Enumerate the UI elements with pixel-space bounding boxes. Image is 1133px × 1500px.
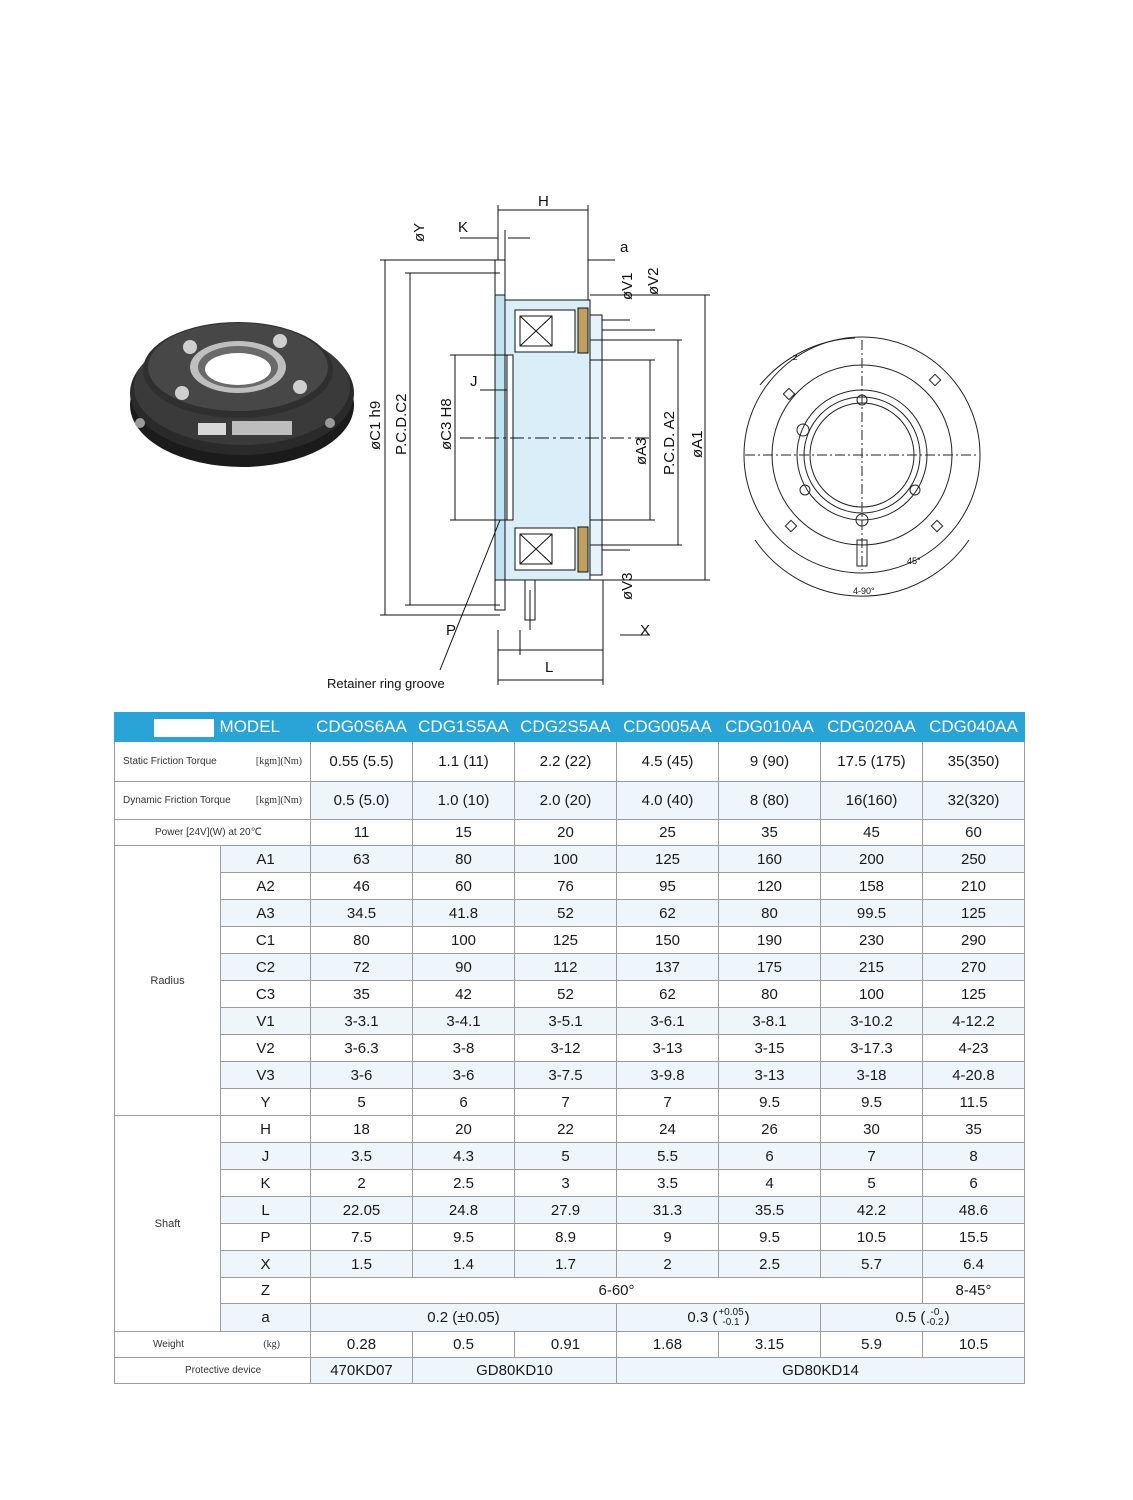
table-cell: 3-6 bbox=[413, 1062, 515, 1089]
table-cell: 8.9 bbox=[515, 1224, 617, 1251]
table-cell: 22 bbox=[515, 1116, 617, 1143]
table-cell: 470KD07 bbox=[311, 1358, 413, 1384]
table-cell: 31.3 bbox=[617, 1197, 719, 1224]
table-cell: 120 bbox=[719, 873, 821, 900]
group-label: Radius bbox=[115, 846, 221, 1116]
table-cell: 63 bbox=[311, 846, 413, 873]
table-cell: 90 bbox=[413, 954, 515, 981]
table-cell: 7 bbox=[515, 1089, 617, 1116]
model-name: CDG020AA bbox=[821, 713, 923, 742]
table-cell: 125 bbox=[515, 927, 617, 954]
header-blank-box bbox=[154, 719, 214, 737]
table-cell: 17.5 (175) bbox=[821, 742, 923, 782]
table-cell: 2.2 (22) bbox=[515, 742, 617, 782]
face-z-label: z bbox=[793, 352, 798, 362]
table-row bbox=[115, 1251, 1025, 1278]
table-cell: 100 bbox=[413, 927, 515, 954]
table-cell: 34.5 bbox=[311, 900, 413, 927]
protective-row bbox=[115, 1358, 1025, 1384]
table-cell: 1.7 bbox=[515, 1251, 617, 1278]
table-cell: 62 bbox=[617, 900, 719, 927]
table-row bbox=[115, 1035, 1025, 1062]
table-cell: 125 bbox=[923, 981, 1025, 1008]
table-cell: 4.3 bbox=[413, 1143, 515, 1170]
table-cell: 2.5 bbox=[413, 1170, 515, 1197]
table-cell: 0.2 (±0.05) bbox=[311, 1304, 617, 1332]
weight-label bbox=[115, 1332, 311, 1358]
table-cell: 0.91 bbox=[515, 1332, 617, 1358]
row-key: L bbox=[221, 1197, 311, 1224]
shaft-group bbox=[115, 1116, 1025, 1332]
table-cell: 8 (80) bbox=[719, 782, 821, 820]
table-cell: 6 bbox=[923, 1170, 1025, 1197]
table-cell: 210 bbox=[923, 873, 1025, 900]
dim-x-label: X bbox=[640, 622, 651, 639]
table-cell: 46 bbox=[311, 873, 413, 900]
model-name: CDG1S5AA bbox=[413, 713, 515, 742]
dynamic-torque-text: Dynamic Friction Torque bbox=[123, 795, 231, 806]
table-cell: 8-45° bbox=[923, 1278, 1025, 1304]
table-cell: 3-4.1 bbox=[413, 1008, 515, 1035]
table-cell: 9.5 bbox=[821, 1089, 923, 1116]
tolerance-lower: -0.1 bbox=[722, 1316, 740, 1328]
row-key: A1 bbox=[221, 846, 311, 873]
row-key: C2 bbox=[221, 954, 311, 981]
tolerance-base: 0.5 ( bbox=[895, 1308, 926, 1326]
table-cell: 200 bbox=[821, 846, 923, 873]
table-cell: 42 bbox=[413, 981, 515, 1008]
table-cell: 1.68 bbox=[617, 1332, 719, 1358]
table-cell: 35 bbox=[923, 1116, 1025, 1143]
table-cell: 24.8 bbox=[413, 1197, 515, 1224]
table-cell: 150 bbox=[617, 927, 719, 954]
model-name: CDG005AA bbox=[617, 713, 719, 742]
table-cell: 3.15 bbox=[719, 1332, 821, 1358]
table-cell: 3-6.1 bbox=[617, 1008, 719, 1035]
table-cell: 22.05 bbox=[311, 1197, 413, 1224]
row-key: K bbox=[221, 1170, 311, 1197]
table-cell: 48.6 bbox=[923, 1197, 1025, 1224]
table-cell: 5.7 bbox=[821, 1251, 923, 1278]
figure-area bbox=[0, 0, 1133, 705]
table-cell: 80 bbox=[311, 927, 413, 954]
model-name: CDG040AA bbox=[923, 713, 1025, 742]
table-cell: 20 bbox=[515, 820, 617, 846]
row-key: a bbox=[221, 1304, 311, 1332]
table-cell: 3-17.3 bbox=[821, 1035, 923, 1062]
model-name: CDG2S5AA bbox=[515, 713, 617, 742]
table-cell: 112 bbox=[515, 954, 617, 981]
table-cell: 80 bbox=[719, 981, 821, 1008]
dim-p-label: P bbox=[446, 622, 457, 639]
table-cell: 45 bbox=[821, 820, 923, 846]
table-cell: 5 bbox=[311, 1089, 413, 1116]
row-key: C3 bbox=[221, 981, 311, 1008]
table-row bbox=[115, 1089, 1025, 1116]
table-cell: 1.0 (10) bbox=[413, 782, 515, 820]
row-key: V2 bbox=[221, 1035, 311, 1062]
table-cell: 230 bbox=[821, 927, 923, 954]
tolerance-upper: -0 bbox=[930, 1306, 940, 1318]
table-cell: 215 bbox=[821, 954, 923, 981]
weight-text: Weight bbox=[153, 1339, 184, 1350]
table-cell: 9 (90) bbox=[719, 742, 821, 782]
tolerance-base: 0.3 ( bbox=[687, 1308, 718, 1326]
table-cell: 4-12.2 bbox=[923, 1008, 1025, 1035]
table-cell: 3.5 bbox=[311, 1143, 413, 1170]
table-cell: 4.0 (40) bbox=[617, 782, 719, 820]
dim-a2-label: P.C.D. A2 bbox=[661, 411, 678, 475]
table-cell: 3-15 bbox=[719, 1035, 821, 1062]
table-cell: 7 bbox=[821, 1143, 923, 1170]
table-cell: 20 bbox=[413, 1116, 515, 1143]
table-cell: 0.28 bbox=[311, 1332, 413, 1358]
table-cell: 9.5 bbox=[719, 1224, 821, 1251]
table-cell: 25 bbox=[617, 820, 719, 846]
table-cell: 5 bbox=[515, 1143, 617, 1170]
table-cell: 3-3.1 bbox=[311, 1008, 413, 1035]
table-cell: 6.4 bbox=[923, 1251, 1025, 1278]
table-cell: 4.5 (45) bbox=[617, 742, 719, 782]
model-name: CDG010AA bbox=[719, 713, 821, 742]
dim-a-label: a bbox=[620, 239, 629, 256]
dim-v2-label: øV2 bbox=[645, 267, 662, 295]
table-cell: 8 bbox=[923, 1143, 1025, 1170]
table-cell: 3-8 bbox=[413, 1035, 515, 1062]
table-cell: 15 bbox=[413, 820, 515, 846]
table-cell: 125 bbox=[617, 846, 719, 873]
table-cell: 3-7.5 bbox=[515, 1062, 617, 1089]
table-cell: 10.5 bbox=[821, 1224, 923, 1251]
table-row bbox=[115, 873, 1025, 900]
spec-table bbox=[114, 712, 1025, 1384]
table-cell: 3-9.8 bbox=[617, 1062, 719, 1089]
table-cell: 76 bbox=[515, 873, 617, 900]
table-cell: 1.1 (11) bbox=[413, 742, 515, 782]
table-cell bbox=[617, 1304, 821, 1332]
table-cell: 1.5 bbox=[311, 1251, 413, 1278]
table-cell: 52 bbox=[515, 900, 617, 927]
dynamic-torque-label bbox=[115, 782, 311, 820]
row-key: P bbox=[221, 1224, 311, 1251]
table-cell: 18 bbox=[311, 1116, 413, 1143]
table-cell: 3 bbox=[515, 1170, 617, 1197]
table-cell: 137 bbox=[617, 954, 719, 981]
table-cell: 35.5 bbox=[719, 1197, 821, 1224]
table-row bbox=[115, 1062, 1025, 1089]
table-row bbox=[115, 1008, 1025, 1035]
table-cell: 5.5 bbox=[617, 1143, 719, 1170]
table-cell: 290 bbox=[923, 927, 1025, 954]
model-header-row bbox=[115, 713, 1025, 742]
table-cell: 11.5 bbox=[923, 1089, 1025, 1116]
static-torque-row bbox=[115, 742, 1025, 782]
table-cell: 60 bbox=[413, 873, 515, 900]
table-cell: 95 bbox=[617, 873, 719, 900]
table-cell: 35 bbox=[311, 981, 413, 1008]
table-cell: 60 bbox=[923, 820, 1025, 846]
table-cell: 11 bbox=[311, 820, 413, 846]
weight-row bbox=[115, 1332, 1025, 1358]
table-cell: 2.5 bbox=[719, 1251, 821, 1278]
table-cell: 0.55 (5.5) bbox=[311, 742, 413, 782]
tolerance-fraction bbox=[926, 1308, 943, 1328]
table-cell: 30 bbox=[821, 1116, 923, 1143]
table-cell: 3-8.1 bbox=[719, 1008, 821, 1035]
table-cell: 6-60° bbox=[311, 1278, 923, 1304]
table-row bbox=[115, 954, 1025, 981]
tolerance-fraction bbox=[718, 1308, 743, 1328]
table-row bbox=[115, 981, 1025, 1008]
face-angle90-label: 4-90° bbox=[853, 586, 875, 596]
row-key: J bbox=[221, 1143, 311, 1170]
row-key: Z bbox=[221, 1278, 311, 1304]
table-row bbox=[115, 927, 1025, 954]
table-row bbox=[115, 1197, 1025, 1224]
table-cell: 80 bbox=[719, 900, 821, 927]
table-cell: 3-6 bbox=[311, 1062, 413, 1089]
row-key: A2 bbox=[221, 873, 311, 900]
table-cell: 5 bbox=[821, 1170, 923, 1197]
dim-j-label: J bbox=[470, 373, 478, 390]
model-header bbox=[115, 713, 311, 742]
table-cell: 125 bbox=[923, 900, 1025, 927]
table-cell: 1.4 bbox=[413, 1251, 515, 1278]
dim-y-label: øY bbox=[411, 222, 428, 242]
table-cell: 7.5 bbox=[311, 1224, 413, 1251]
table-cell: 52 bbox=[515, 981, 617, 1008]
row-key: X bbox=[221, 1251, 311, 1278]
table-cell: 3-18 bbox=[821, 1062, 923, 1089]
row-key: C1 bbox=[221, 927, 311, 954]
static-torque-label bbox=[115, 742, 311, 782]
dim-c1-label: øC1 h9 bbox=[367, 400, 384, 450]
table-cell: 3-13 bbox=[617, 1035, 719, 1062]
tolerance-lower: -0.2 bbox=[926, 1316, 944, 1328]
table-cell: 3-13 bbox=[719, 1062, 821, 1089]
table-cell: 7 bbox=[617, 1089, 719, 1116]
retainer-ring-groove-label: Retainer ring groove bbox=[327, 676, 445, 691]
table-cell: 9.5 bbox=[719, 1089, 821, 1116]
table-cell: 100 bbox=[821, 981, 923, 1008]
table-cell: 6 bbox=[413, 1089, 515, 1116]
weight-unit: (kg) bbox=[263, 1339, 280, 1350]
row-key: H bbox=[221, 1116, 311, 1143]
table-cell: 0.5 bbox=[413, 1332, 515, 1358]
tolerance-close: ) bbox=[744, 1308, 750, 1326]
table-cell: 15.5 bbox=[923, 1224, 1025, 1251]
table-cell: 158 bbox=[821, 873, 923, 900]
table-cell: 9 bbox=[617, 1224, 719, 1251]
table-cell: 42.2 bbox=[821, 1197, 923, 1224]
table-cell: 2 bbox=[311, 1170, 413, 1197]
table-cell: 4 bbox=[719, 1170, 821, 1197]
row-key: Y bbox=[221, 1089, 311, 1116]
dynamic-torque-unit: [kgm](Nm) bbox=[255, 795, 302, 806]
dim-c2-label: P.C.D.C2 bbox=[393, 393, 410, 455]
table-cell: 2.0 (20) bbox=[515, 782, 617, 820]
tolerance-close: ) bbox=[944, 1308, 950, 1326]
dynamic-torque-row bbox=[115, 782, 1025, 820]
table-cell: GD80KD10 bbox=[413, 1358, 617, 1384]
table-row bbox=[115, 900, 1025, 927]
table-cell: 32(320) bbox=[923, 782, 1025, 820]
table-cell: 5.9 bbox=[821, 1332, 923, 1358]
cross-section-drawing bbox=[320, 190, 740, 700]
table-cell: GD80KD14 bbox=[617, 1358, 1025, 1384]
table-cell: 3-6.3 bbox=[311, 1035, 413, 1062]
table-row bbox=[115, 1170, 1025, 1197]
row-key: V1 bbox=[221, 1008, 311, 1035]
table-cell: 41.8 bbox=[413, 900, 515, 927]
tolerance-upper: +0.05 bbox=[718, 1306, 744, 1318]
table-cell: 175 bbox=[719, 954, 821, 981]
table-cell: 99.5 bbox=[821, 900, 923, 927]
table-row bbox=[115, 846, 1025, 873]
table-row bbox=[115, 1143, 1025, 1170]
dim-l-label: L bbox=[545, 659, 554, 676]
table-cell: 250 bbox=[923, 846, 1025, 873]
table-cell: 9.5 bbox=[413, 1224, 515, 1251]
table-cell: 3-10.2 bbox=[821, 1008, 923, 1035]
table-cell: 4-23 bbox=[923, 1035, 1025, 1062]
face-view-drawing bbox=[735, 330, 995, 610]
power-label: Power [24V](W) at 20℃ bbox=[115, 820, 311, 846]
table-cell bbox=[821, 1304, 1025, 1332]
table-cell: 190 bbox=[719, 927, 821, 954]
dim-c3-label: øC3 H8 bbox=[438, 398, 455, 450]
table-row bbox=[115, 1116, 1025, 1143]
a-row bbox=[115, 1304, 1025, 1332]
table-cell: 3-12 bbox=[515, 1035, 617, 1062]
table-cell: 270 bbox=[923, 954, 1025, 981]
table-cell: 16(160) bbox=[821, 782, 923, 820]
table-cell: 6 bbox=[719, 1143, 821, 1170]
row-key: V3 bbox=[221, 1062, 311, 1089]
table-cell: 24 bbox=[617, 1116, 719, 1143]
dim-a1-label: øA1 bbox=[689, 430, 706, 458]
table-cell: 35 bbox=[719, 820, 821, 846]
static-torque-text: Static Friction Torque bbox=[123, 756, 217, 767]
model-name: CDG0S6AA bbox=[311, 713, 413, 742]
table-cell: 80 bbox=[413, 846, 515, 873]
power-row bbox=[115, 820, 1025, 846]
dim-v3-label: øV3 bbox=[619, 572, 636, 600]
table-cell: 27.9 bbox=[515, 1197, 617, 1224]
dim-k-label: K bbox=[458, 219, 469, 236]
table-cell: 0.5 (5.0) bbox=[311, 782, 413, 820]
table-cell: 3-5.1 bbox=[515, 1008, 617, 1035]
dim-h-label: H bbox=[538, 193, 549, 210]
table-cell: 35(350) bbox=[923, 742, 1025, 782]
table-cell: 2 bbox=[617, 1251, 719, 1278]
group-label: Shaft bbox=[115, 1116, 221, 1332]
table-cell: 62 bbox=[617, 981, 719, 1008]
dim-v1-label: øV1 bbox=[619, 272, 636, 300]
table-cell: 3.5 bbox=[617, 1170, 719, 1197]
table-cell: 72 bbox=[311, 954, 413, 981]
row-key: A3 bbox=[221, 900, 311, 927]
face-angle45-label: 45° bbox=[907, 556, 921, 566]
table-cell: 4-20.8 bbox=[923, 1062, 1025, 1089]
table-cell: 100 bbox=[515, 846, 617, 873]
protective-label: Protective device bbox=[115, 1358, 311, 1384]
dim-a3-label: øA3 bbox=[633, 437, 650, 465]
table-cell: 10.5 bbox=[923, 1332, 1025, 1358]
table-row bbox=[115, 1224, 1025, 1251]
model-header-label: MODEL bbox=[219, 717, 280, 736]
table-cell: 160 bbox=[719, 846, 821, 873]
z-row bbox=[115, 1278, 1025, 1304]
static-torque-unit: [kgm](Nm) bbox=[255, 756, 302, 767]
radius-group bbox=[115, 846, 1025, 1116]
table-cell: 26 bbox=[719, 1116, 821, 1143]
